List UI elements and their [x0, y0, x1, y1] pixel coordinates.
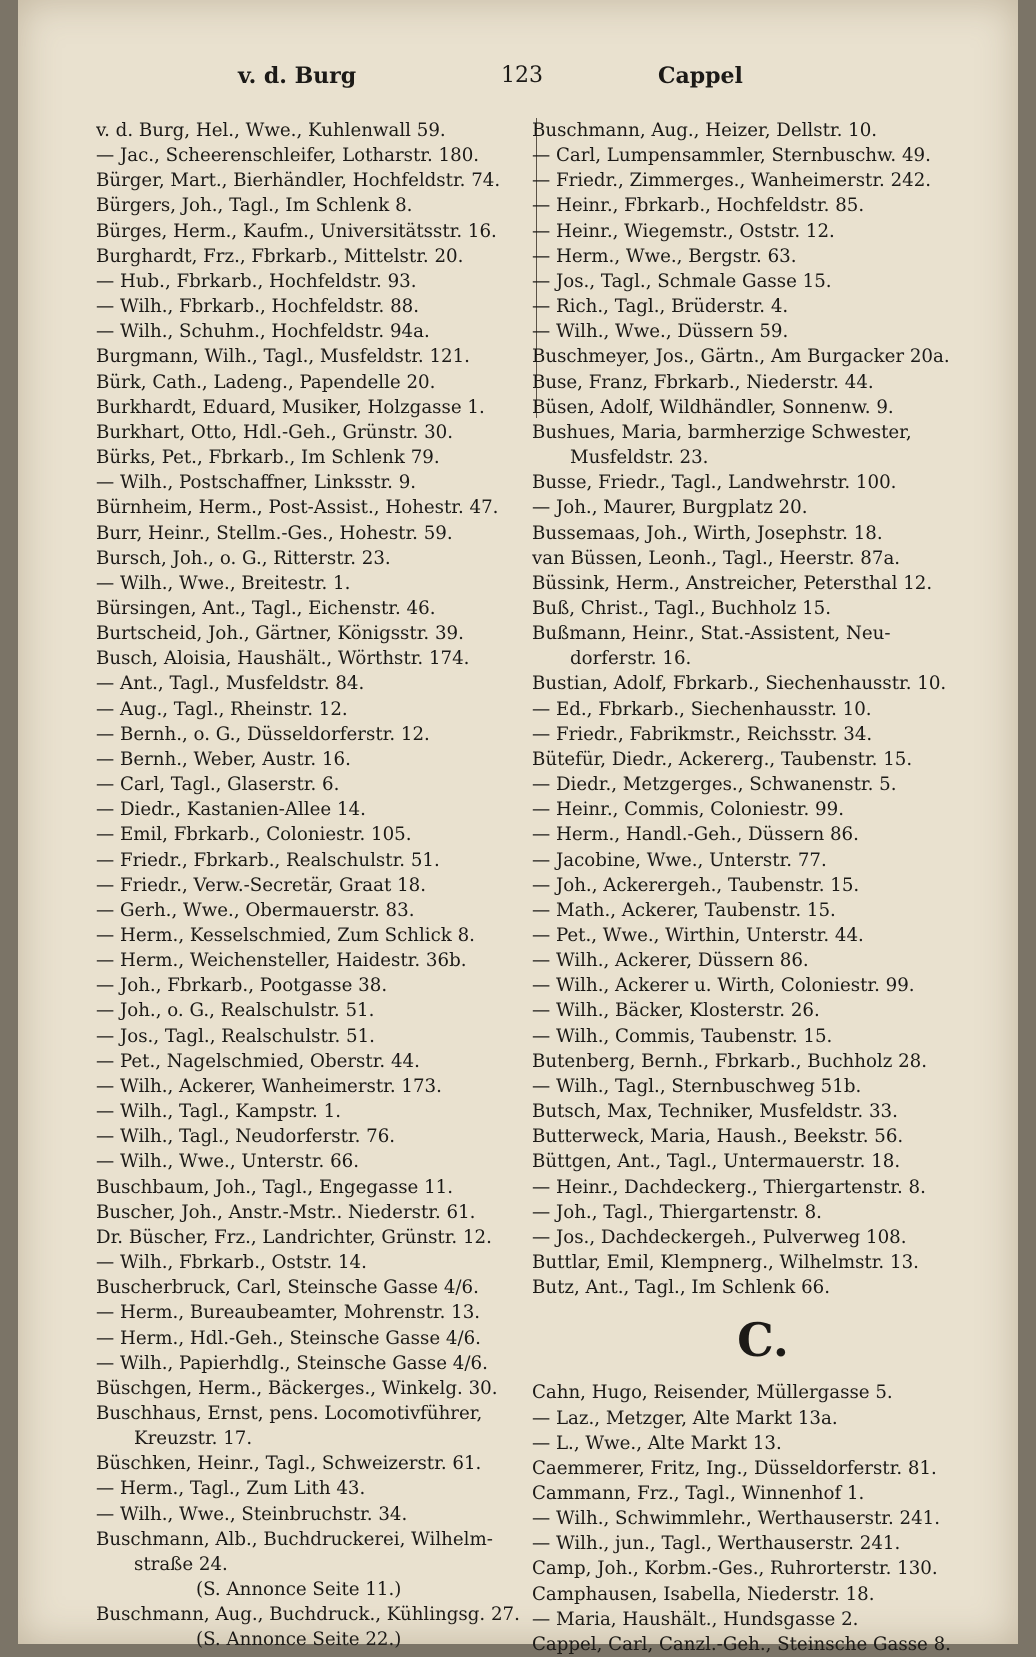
- directory-entry: Butz, Ant., Tagl., Im Schlenk 66.: [532, 1277, 830, 1299]
- directory-entry: Bürk, Cath., Ladeng., Papendelle 20.: [96, 371, 436, 393]
- directory-entry: Burr, Heinr., Stellm.-Ges., Hohestr. 59.: [96, 522, 453, 544]
- directory-entry: Buschmann, Aug., Heizer, Dellstr. 10.: [532, 120, 878, 141]
- directory-entry: — Wilh., Tagl., Neudorferstr. 76.: [96, 1126, 396, 1148]
- directory-entry: Cappel, Carl, Canzl.-Geh., Steinsche Gasse 8.: [532, 1633, 951, 1655]
- directory-entry: — Herm., Tagl., Zum Lith 43.: [96, 1478, 366, 1500]
- directory-entry: — Diedr., Kastanien-Allee 14.: [96, 799, 366, 821]
- directory-entry: Bürks, Pet., Fbrkarb., Im Schlenk 79.: [96, 447, 440, 469]
- directory-entry: — Wilh., Ackerer, Wanheimerstr. 173.: [96, 1075, 442, 1097]
- directory-entry: — Heinr., Wiegemstr., Oststr. 12.: [532, 220, 835, 242]
- directory-entry: Burghardt, Frz., Fbrkarb., Mittelstr. 20.: [96, 245, 464, 267]
- directory-entry: Bussemaas, Joh., Wirth, Josephstr. 18.: [532, 522, 883, 544]
- directory-entry: Buschmeyer, Jos., Gärtn., Am Burgacker 20a.: [532, 346, 950, 368]
- directory-entry: Büttgen, Ant., Tagl., Untermauerstr. 18.: [532, 1151, 901, 1173]
- directory-entry: Buttlar, Emil, Klempnerg., Wilhelmstr. 13.: [532, 1252, 919, 1274]
- page-number: 123: [501, 63, 543, 88]
- directory-entry: — Jac., Scheerenschleifer, Lotharstr. 180.: [96, 145, 480, 167]
- directory-entry: — Heinr., Fbrkarb., Hochfeldstr. 85.: [532, 195, 865, 217]
- directory-entry: — Herm., Wwe., Bergstr. 63.: [532, 245, 797, 267]
- directory-entry: Bushues, Maria, barmherzige Schwester,: [532, 421, 912, 443]
- directory-entry: — Wilh., Tagl., Sternbuschweg 51b.: [532, 1075, 862, 1097]
- right-column: [532, 118, 994, 1657]
- directory-entry: — Jacobine, Wwe., Unterstr. 77.: [532, 849, 827, 871]
- header-right-name: Cappel: [658, 63, 743, 89]
- directory-entry: — Wilh., Bäcker, Klosterstr. 26.: [532, 1000, 820, 1022]
- directory-entry: — Wilh., Postschaffner, Linksstr. 9.: [96, 472, 417, 494]
- directory-entry: v. d. Burg, Hel., Wwe., Kuhlenwall 59.: [96, 120, 446, 141]
- directory-entry: — Joh., Ackerergeh., Taubenstr. 15.: [532, 874, 860, 896]
- directory-entry: — Rich., Tagl., Brüderstr. 4.: [532, 296, 789, 318]
- directory-entry: Burkhardt, Eduard, Musiker, Holzgasse 1.: [96, 396, 485, 418]
- directory-entry: Burkhart, Otto, Hdl.-Geh., Grünstr. 30.: [96, 421, 454, 443]
- directory-entry: — Wilh., Wwe., Breitestr. 1.: [96, 572, 351, 594]
- directory-entry: — Gerh., Wwe., Obermauerstr. 83.: [96, 899, 415, 921]
- entry-continuation: straße 24.: [134, 1553, 228, 1575]
- directory-entry: — L., Wwe., Alte Markt 13.: [532, 1432, 782, 1454]
- directory-entry: — Joh., o. G., Realschulstr. 51.: [96, 1000, 375, 1022]
- entry-continuation: Kreuzstr. 17.: [134, 1428, 253, 1450]
- directory-entry: Bütefür, Diedr., Ackererg., Taubenstr. 15.: [532, 748, 913, 770]
- directory-entry: — Heinr., Commis, Coloniestr. 99.: [532, 799, 844, 821]
- directory-entry: Camp, Joh., Korbm.-Ges., Ruhrorterstr. 130.: [532, 1558, 938, 1580]
- page-header: [18, 63, 1018, 103]
- directory-entry: — Wilh., Wwe., Steinbruchstr. 34.: [96, 1503, 408, 1525]
- directory-entry: — Herm., Weichensteller, Haidestr. 36b.: [96, 950, 467, 972]
- directory-entry: Bürsingen, Ant., Tagl., Eichenstr. 46.: [96, 597, 436, 619]
- directory-entry: — Aug., Tagl., Rheinstr. 12.: [96, 698, 348, 720]
- directory-entry: — Herm., Handl.-Geh., Düssern 86.: [532, 824, 859, 846]
- directory-entry: Cammann, Frz., Tagl., Winnenhof 1.: [532, 1482, 865, 1504]
- directory-entry: — Jos., Tagl., Schmale Gasse 15.: [532, 270, 832, 292]
- directory-entry: Büssink, Herm., Anstreicher, Petersthal 12.: [532, 572, 933, 594]
- directory-entry: — Bernh., Weber, Austr. 16.: [96, 748, 351, 770]
- directory-entry: Büschken, Heinr., Tagl., Schweizerstr. 61.: [96, 1453, 482, 1475]
- directory-entry: — Wilh., jun., Tagl., Werthauserstr. 241.: [532, 1533, 901, 1555]
- directory-entry: — Wilh., Papierhdlg., Steinsche Gasse 4/6.: [96, 1352, 488, 1374]
- directory-entry: — Heinr., Dachdeckerg., Thiergartenstr. 8.: [532, 1176, 926, 1198]
- directory-entry: — Ed., Fbrkarb., Siechenhausstr. 10.: [532, 698, 872, 720]
- directory-entry: Bußmann, Heinr., Stat.-Assistent, Neu-: [532, 623, 891, 645]
- directory-entry: — Wilh., Ackerer, Düssern 86.: [532, 950, 809, 972]
- directory-entry: Buscher, Joh., Anstr.-Mstr.. Niederstr. 61.: [96, 1201, 476, 1223]
- directory-entry: Burgmann, Wilh., Tagl., Musfeldstr. 121.: [96, 346, 470, 368]
- directory-entry: Bürges, Herm., Kaufm., Universitätsstr. 16.: [96, 220, 497, 242]
- directory-entry: Butsch, Max, Techniker, Musfeldstr. 33.: [532, 1101, 898, 1123]
- directory-entry: — Diedr., Metzgerges., Schwanenstr. 5.: [532, 774, 897, 796]
- directory-entry: — Wilh., Ackerer u. Wirth, Coloniestr. 99.: [532, 975, 915, 997]
- entry-continuation: Musfeldstr. 23.: [570, 447, 709, 469]
- directory-entry: — Wilh., Schuhm., Hochfeldstr. 94a.: [96, 321, 430, 343]
- directory-entry: — Maria, Haushält., Hundsgasse 2.: [532, 1608, 859, 1630]
- directory-entry: — Carl, Lumpensammler, Sternbuschw. 49.: [532, 145, 931, 167]
- directory-entry: — Math., Ackerer, Taubenstr. 15.: [532, 899, 836, 921]
- directory-entry: — Emil, Fbrkarb., Coloniestr. 105.: [96, 824, 412, 846]
- directory-entry: — Joh., Tagl., Thiergartenstr. 8.: [532, 1201, 822, 1223]
- directory-entry: Dr. Büscher, Frz., Landrichter, Grünstr. 12.: [96, 1226, 492, 1248]
- directory-entry: Busse, Friedr., Tagl., Landwehrstr. 100.: [532, 472, 897, 494]
- directory-entry: Buß, Christ., Tagl., Buchholz 15.: [532, 597, 832, 619]
- directory-entry: Buschbaum, Joh., Tagl., Engegasse 11.: [96, 1176, 453, 1198]
- directory-entry: — Friedr., Verw.-Secretär, Graat 18.: [96, 874, 426, 896]
- directory-entry: Büsen, Adolf, Wildhändler, Sonnenw. 9.: [532, 396, 894, 418]
- directory-entry: Camphausen, Isabella, Niederstr. 18.: [532, 1583, 875, 1605]
- directory-entry: — Wilh., Fbrkarb., Hochfeldstr. 88.: [96, 296, 420, 318]
- directory-entry: — Wilh., Schwimmlehr., Werthauserstr. 241.: [532, 1508, 941, 1530]
- directory-entry: — Joh., Fbrkarb., Pootgasse 38.: [96, 975, 388, 997]
- directory-entry: Bustian, Adolf, Fbrkarb., Siechenhausstr. 10.: [532, 673, 947, 695]
- directory-entry: — Wilh., Wwe., Düssern 59.: [532, 321, 789, 343]
- directory-entry: — Jos., Tagl., Realschulstr. 51.: [96, 1025, 375, 1047]
- directory-entry: Butenberg, Bernh., Fbrkarb., Buchholz 28.: [532, 1050, 928, 1072]
- directory-entry: Bürger, Mart., Bierhändler, Hochfeldstr. 74.: [96, 170, 501, 192]
- directory-entry: — Wilh., Fbrkarb., Oststr. 14.: [96, 1252, 367, 1274]
- directory-entry: — Laz., Metzger, Alte Markt 13a.: [532, 1407, 838, 1429]
- annonce-reference: (S. Annonce Seite 11.): [196, 1579, 402, 1601]
- directory-entry: — Friedr., Fabrikmstr., Reichsstr. 34.: [532, 723, 873, 745]
- directory-entry: — Hub., Fbrkarb., Hochfeldstr. 93.: [96, 270, 417, 292]
- directory-entry: Bürnheim, Herm., Post-Assist., Hohestr. 47.: [96, 497, 499, 519]
- directory-entry: — Friedr., Fbrkarb., Realschulstr. 51.: [96, 849, 440, 871]
- directory-entry: Caemmerer, Fritz, Ing., Düsseldorferstr. 81.: [532, 1457, 937, 1479]
- directory-entry: — Wilh., Wwe., Unterstr. 66.: [96, 1151, 360, 1173]
- entry-continuation: dorferstr. 16.: [570, 648, 692, 670]
- directory-entry: Buse, Franz, Fbrkarb., Niederstr. 44.: [532, 371, 874, 393]
- directory-entry: — Ant., Tagl., Musfeldstr. 84.: [96, 673, 365, 695]
- directory-entry: Bürgers, Joh., Tagl., Im Schlenk 8.: [96, 195, 413, 217]
- directory-entry: Busch, Aloisia, Haushält., Wörthstr. 174.: [96, 648, 470, 670]
- directory-entry: — Bernh., o. G., Düsseldorferstr. 12.: [96, 723, 430, 745]
- directory-entry: — Wilh., Commis, Taubenstr. 15.: [532, 1025, 833, 1047]
- annonce-reference: (S. Annonce Seite 22.): [196, 1629, 402, 1651]
- directory-entry: Bursch, Joh., o. G., Ritterstr. 23.: [96, 547, 391, 569]
- directory-entry: Butterweck, Maria, Haush., Beekstr. 56.: [532, 1126, 904, 1148]
- directory-entry: — Pet., Wwe., Wirthin, Unterstr. 44.: [532, 925, 864, 946]
- directory-entry: Cahn, Hugo, Reisender, Müllergasse 5.: [532, 1382, 893, 1404]
- directory-entry: Buscherbruck, Carl, Steinsche Gasse 4/6.: [96, 1277, 479, 1299]
- directory-entry: Buschhaus, Ernst, pens. Locomotivführer,: [96, 1402, 483, 1424]
- directory-entry: Burtscheid, Joh., Gärtner, Königsstr. 39.: [96, 623, 464, 645]
- left-column: [96, 118, 524, 1653]
- directory-entry: — Herm., Bureaubeamter, Mohrenstr. 13.: [96, 1302, 481, 1324]
- header-left-name: v. d. Burg: [238, 63, 357, 89]
- directory-entry: Buschmann, Alb., Buchdruckerei, Wilhelm-: [96, 1528, 493, 1550]
- directory-entry: — Friedr., Zimmerges., Wanheimerstr. 242.: [532, 170, 932, 192]
- directory-page: [18, 0, 1018, 1655]
- directory-entry: — Carl, Tagl., Glaserstr. 6.: [96, 774, 340, 796]
- directory-entry: Büschgen, Herm., Bäckerges., Winkelg. 30.: [96, 1377, 498, 1399]
- directory-entry: — Joh., Maurer, Burgplatz 20.: [532, 497, 808, 519]
- directory-entry: Buschmann, Aug., Buchdruck., Kühlingsg. 27.: [96, 1604, 520, 1626]
- section-letter: C.: [737, 1313, 789, 1368]
- directory-entry: — Herm., Hdl.-Geh., Steinsche Gasse 4/6.: [96, 1327, 481, 1349]
- directory-entry: — Jos., Dachdeckergeh., Pulverweg 108.: [532, 1226, 907, 1248]
- directory-entry: van Büssen, Leonh., Tagl., Heerstr. 87a.: [532, 547, 901, 569]
- directory-entry: — Herm., Kesselschmied, Zum Schlick 8.: [96, 925, 475, 946]
- directory-entry: — Pet., Nagelschmied, Oberstr. 44.: [96, 1050, 420, 1072]
- directory-entry: — Wilh., Tagl., Kampstr. 1.: [96, 1101, 341, 1123]
